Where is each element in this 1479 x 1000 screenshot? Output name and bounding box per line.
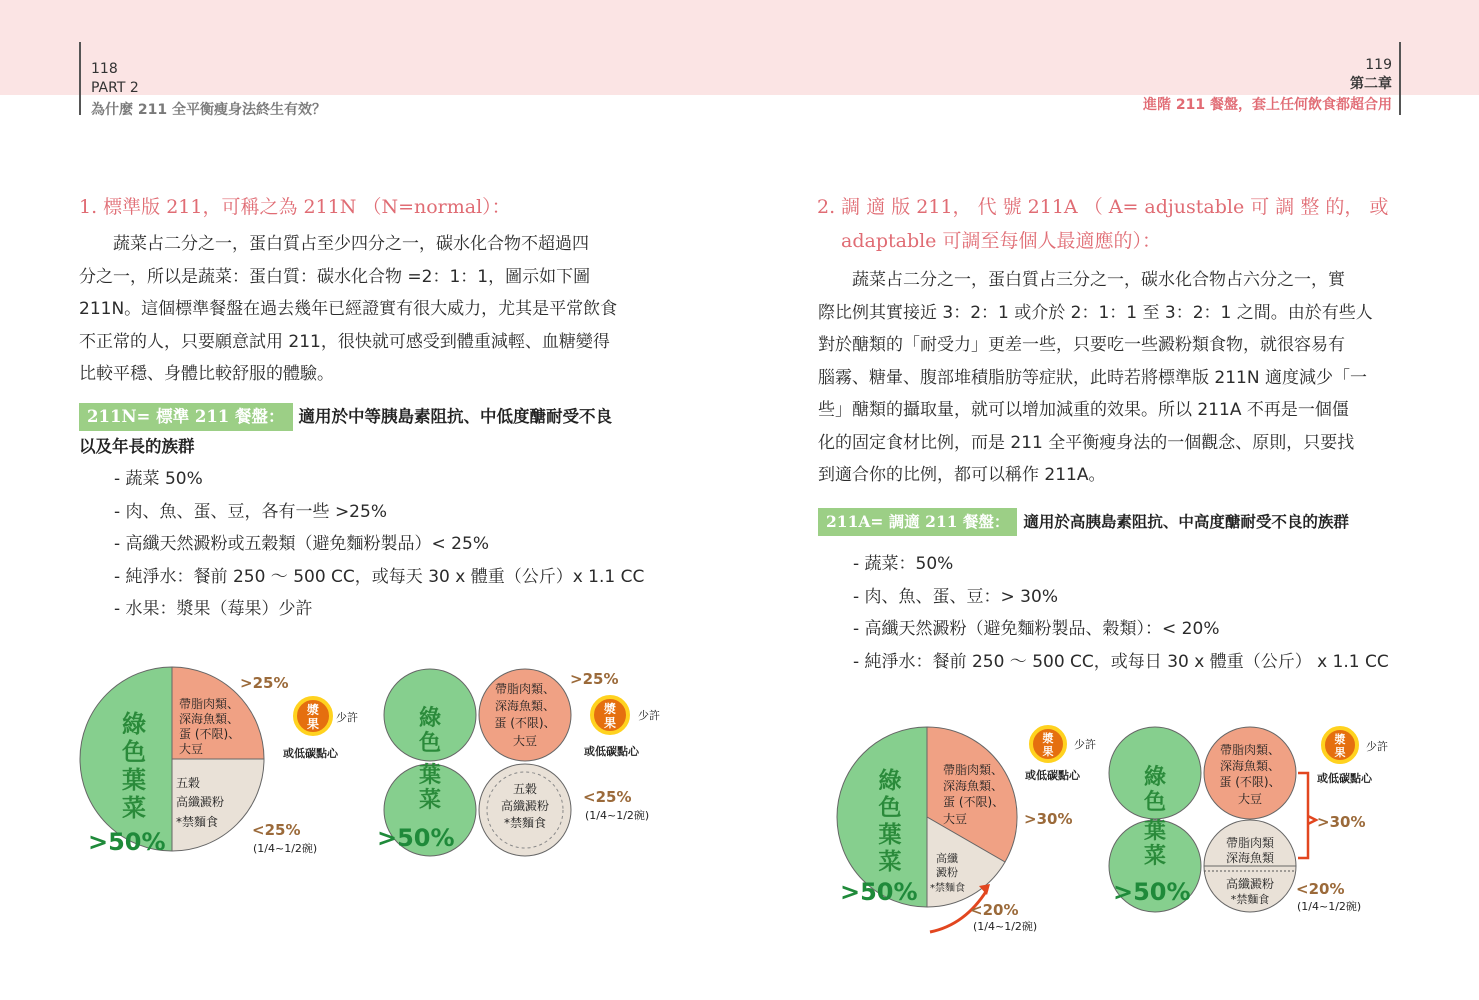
paragraph-line: 211N。這個標準餐盤在過去幾年已經證實有很大威力，尤其是平常飲食 xyxy=(79,299,618,319)
fruit-note: 或低碳點心 xyxy=(283,747,338,760)
right-section-title-line2: adaptable 可調至每個人最適應的）： xyxy=(841,230,1161,252)
right-running-title: 進階 211 餐盤，套上任何飲食都超合用 xyxy=(1143,97,1392,113)
veg-label-char: 菜 xyxy=(878,849,902,875)
left-bullet-list xyxy=(114,463,644,626)
protein-percent: >25% xyxy=(570,670,619,688)
fruit-note: 或低碳點心 xyxy=(1025,769,1080,782)
list-item: - 肉、魚、蛋、豆：> 30% xyxy=(853,586,1058,607)
protein-line: 大豆 xyxy=(512,734,538,748)
paragraph-line: 不正常的人，只要願意試用 211，很快就可感受到體重減輕、血糖變得 xyxy=(79,331,610,352)
plate-tag-211n: 211N= 標準 211 餐盤： xyxy=(79,403,293,431)
protein-bracket xyxy=(1298,773,1316,858)
carb-line: 高纖澱粉 xyxy=(500,799,550,813)
protein-line: 帶脂肉類、 xyxy=(1219,743,1281,757)
fruit-icon-char: 果 xyxy=(1042,745,1054,758)
left-part-label: PART 2 xyxy=(91,80,139,96)
plate-tag-211a: 211A= 調適 211 餐盤： xyxy=(818,508,1017,536)
carb-line: 澱粉 xyxy=(936,866,958,879)
protein-line: 帶脂肉類、 xyxy=(179,697,240,711)
mixed-protein-line: 深海魚類 xyxy=(1225,851,1275,865)
protein-line: 蛋 (不限)、 xyxy=(179,727,241,741)
right-header-rule xyxy=(1399,42,1401,115)
protein-line: 帶脂肉類、 xyxy=(943,763,1004,777)
fruit-icon-char: 漿 xyxy=(306,703,320,717)
right-chapter-label: 第二章 xyxy=(1350,76,1392,92)
fruit-icon-char: 果 xyxy=(1334,746,1346,759)
veg-percent: >50% xyxy=(377,824,455,852)
plate-tag-desc: 適用於高胰島素阻抗、中高度醣耐受不良的族群 xyxy=(1023,512,1349,531)
carb-line: *禁麵食 xyxy=(503,816,547,830)
carb-line: 五穀 xyxy=(512,782,538,796)
paragraph-line: 蔬菜占二分之一，蛋白質占至少四分之一，碳水化合物不超過四 xyxy=(113,234,589,254)
carb-note: (1/4~1/2碗) xyxy=(253,842,318,855)
left-section-title: 1. 標準版 211，可稱之為 211N （N=normal）： xyxy=(79,196,511,218)
protein-line: 深海魚類、 xyxy=(494,699,556,713)
paragraph-line: 些」醣類的攝取量，就可以增加減重的效果。所以 211A 不再是一個僵 xyxy=(818,400,1349,420)
paragraph-line: 比較平穩、身體比較舒服的體驗。 xyxy=(79,364,334,384)
list-item: - 蔬菜 50% xyxy=(114,469,203,489)
veg-label-char: 菜 xyxy=(1143,844,1167,869)
veg-label-char: 色 xyxy=(122,738,146,766)
left-plate-label xyxy=(79,403,679,431)
list-item: - 高纖天然澱粉或五穀類（避免麵粉製品）< 25% xyxy=(114,534,489,554)
paragraph-line: 腦霧、糖暈、腹部堆積脂肪等症狀，此時若將標準版 211N 適度減少「一 xyxy=(818,367,1367,388)
left-running-title: 為什麼 211 全平衡瘦身法終生有效？ xyxy=(91,102,326,118)
veg-label-char: 色 xyxy=(878,795,902,821)
list-item: - 純淨水：餐前 250 ～ 500 CC，或每日 30 x 體重（公斤） x 1.1 CC xyxy=(853,651,1389,672)
carb-line: *禁麵食 xyxy=(930,883,965,894)
right-section-title: 2. 調 適 版 211， 代 號 211A （ A= adjustable 可 調 整 的， 或 xyxy=(817,196,1389,218)
right-paragraph xyxy=(818,264,1418,492)
carb-line: 五穀 xyxy=(176,776,201,790)
fruit-amount: 少許 xyxy=(1366,740,1388,753)
fruit-icon-char: 果 xyxy=(306,717,320,731)
diagram-211a-pie xyxy=(830,720,1120,940)
paragraph-line: 蔬菜占二分之一，蛋白質占三分之一，碳水化合物占六分之一，實 xyxy=(852,270,1345,290)
right-bullet-list xyxy=(853,548,1389,678)
veg-label-char: 菜 xyxy=(122,794,146,822)
paragraph-line: 分之一，所以是蔬菜：蛋白質：碳水化合物 =2：1：1，圖示如下圖 xyxy=(79,266,591,287)
left-page-number: 118 xyxy=(91,61,118,77)
left-plate-label-line2: 以及年長的族群 xyxy=(79,437,195,456)
fruit-note: 或低碳點心 xyxy=(584,745,639,758)
veg-label-char: 綠 xyxy=(878,768,902,794)
veg-percent: >50% xyxy=(840,878,918,906)
list-item: - 肉、魚、蛋、豆，各有一些 >25% xyxy=(114,501,387,522)
diagram-211a-circles xyxy=(1105,720,1405,920)
fruit-icon-char: 果 xyxy=(603,716,617,730)
carb-percent: <20% xyxy=(970,901,1019,919)
protein-line: 大豆 xyxy=(943,812,968,826)
fruit-amount: 少許 xyxy=(1074,738,1096,751)
protein-line: 蛋 (不限)、 xyxy=(1219,775,1281,789)
right-plate-label xyxy=(818,508,1418,536)
veg-percent: >50% xyxy=(88,828,166,856)
right-page-number: 119 xyxy=(1365,57,1392,73)
veg-label-char: 綠 xyxy=(1143,765,1167,790)
diagram-211n-pie xyxy=(70,660,380,865)
fruit-icon-char: 漿 xyxy=(603,702,617,716)
carb-line: 高纖澱粉 xyxy=(176,795,225,809)
carb-percent: <25% xyxy=(252,821,301,839)
fruit-amount: 少許 xyxy=(336,711,358,724)
carb-note: (1/4~1/2碗) xyxy=(585,809,650,822)
carb-note: (1/4~1/2碗) xyxy=(1297,900,1362,913)
veg-label-char: 葉 xyxy=(878,822,902,848)
fruit-note: 或低碳點心 xyxy=(1317,772,1372,785)
protein-percent: >30% xyxy=(1024,810,1073,828)
plate-tag-desc: 適用於中等胰島素阻抗、中低度醣耐受不良 xyxy=(298,407,613,426)
veg-label-char: 綠 xyxy=(122,710,146,738)
veg-label-char: 菜 xyxy=(418,788,442,813)
diagram-211n-circles xyxy=(375,660,695,860)
protein-line: 蛋 (不限)、 xyxy=(943,795,1005,809)
left-header-rule xyxy=(79,42,81,115)
paragraph-line: 到適合你的比例，都可以稱作 211A。 xyxy=(818,465,1106,485)
protein-line: 帶脂肉類、 xyxy=(494,682,556,696)
protein-line: 蛋 (不限)、 xyxy=(494,716,556,730)
protein-line: 深海魚類、 xyxy=(1219,759,1281,773)
carb-line: *禁麵食 xyxy=(176,815,219,829)
veg-label-char: 葉 xyxy=(418,763,442,788)
protein-line: 大豆 xyxy=(1237,792,1263,806)
protein-percent: >25% xyxy=(240,674,289,692)
veg-label-char: 葉 xyxy=(122,766,146,794)
paragraph-line: 對於醣類的「耐受力」更差一些，只要吃一些澱粉類食物，就很容易有 xyxy=(818,335,1345,355)
fruit-icon-char: 漿 xyxy=(1334,733,1346,746)
header-band xyxy=(0,0,1479,95)
paragraph-line: 際比例其實接近 3：2：1 或介於 2：1：1 至 3：2：1 之間。由於有些人 xyxy=(818,302,1373,323)
protein-line: 大豆 xyxy=(179,742,204,756)
veg-label-char: 色 xyxy=(418,731,442,756)
carb-percent: <25% xyxy=(583,788,632,806)
veg-label-char: 色 xyxy=(1143,790,1167,815)
left-paragraph xyxy=(79,228,679,391)
fruit-amount: 少許 xyxy=(638,709,660,722)
list-item: - 高纖天然澱粉（避免麵粉製品、穀類）：< 20% xyxy=(853,619,1220,639)
paragraph-line: 化的固定食材比例，而是 211 全平衡瘦身法的一個觀念、原則，只要找 xyxy=(818,432,1355,453)
veg-percent: >50% xyxy=(1113,878,1191,906)
mixed-protein-line: 帶脂肉類 xyxy=(1225,836,1275,850)
carb-percent: <20% xyxy=(1296,880,1345,898)
protein-percent: >30% xyxy=(1317,813,1366,831)
mixed-carb-line: *禁麵食 xyxy=(1230,893,1270,906)
fruit-icon-char: 漿 xyxy=(1042,732,1054,745)
list-item: - 水果：漿果（莓果）少許 xyxy=(114,599,313,619)
list-item: - 蔬菜：50% xyxy=(853,554,954,574)
protein-line: 深海魚類、 xyxy=(943,779,1004,793)
mixed-carb-line: 高纖澱粉 xyxy=(1225,877,1275,891)
carb-line: 高纖 xyxy=(936,852,958,865)
veg-label-char: 葉 xyxy=(1143,819,1167,844)
carb-note: (1/4~1/2碗) xyxy=(973,920,1038,933)
list-item: - 純淨水：餐前 250 ～ 500 CC，或每天 30 x 體重（公斤）x 1.1 CC xyxy=(114,566,645,587)
veg-label-char: 綠 xyxy=(418,706,442,731)
protein-line: 深海魚類、 xyxy=(179,712,240,726)
